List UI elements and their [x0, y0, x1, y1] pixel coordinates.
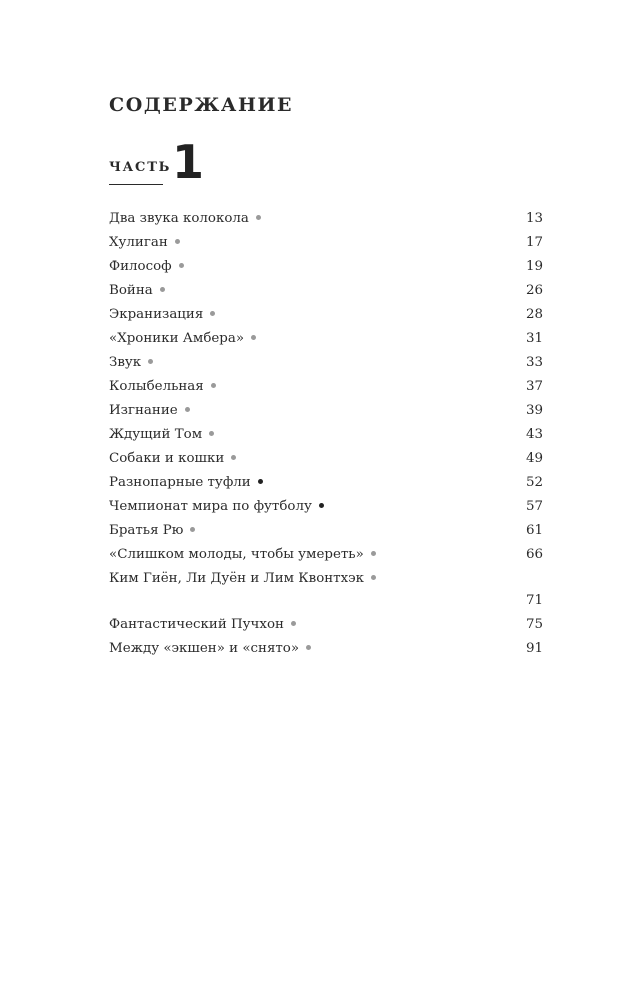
toc-page-number: 49: [525, 451, 543, 466]
toc-entry[interactable]: [109, 303, 543, 327]
bullet-icon: [160, 287, 165, 292]
toc-page-number: 26: [525, 283, 543, 298]
toc-entry-label: [109, 327, 256, 351]
toc-entry-label: [109, 375, 216, 399]
toc-entry[interactable]: [109, 637, 543, 661]
toc-page-number: 33: [525, 355, 543, 370]
toc-entry-title: Война: [109, 283, 153, 298]
toc-entry[interactable]: [109, 471, 543, 495]
bullet-icon: [148, 359, 153, 364]
toc-entry[interactable]: [109, 495, 543, 519]
toc-entry[interactable]: [109, 207, 543, 231]
table-of-contents: [109, 207, 543, 661]
toc-entry[interactable]: [109, 399, 543, 423]
toc-page-number: 52: [525, 475, 543, 490]
toc-entry-label: [109, 447, 236, 471]
bullet-icon: [251, 335, 256, 340]
bullet-icon: [211, 383, 216, 388]
part-number: 1: [172, 135, 205, 189]
toc-page-number: 28: [525, 307, 543, 322]
toc-entry-title: Два звука колокола: [109, 211, 249, 226]
bullet-icon: [256, 215, 261, 220]
toc-page-number: 66: [525, 547, 543, 562]
toc-entry[interactable]: [109, 255, 543, 279]
bullet-icon: [258, 479, 263, 484]
toc-entry-title: Звук: [109, 355, 142, 370]
toc-entry[interactable]: [109, 567, 543, 613]
toc-page-number: 57: [525, 499, 543, 514]
bullet-icon: [210, 311, 215, 316]
bullet-icon: [209, 431, 214, 436]
toc-entry-title: Чемпионат мира по футболу: [109, 499, 312, 514]
toc-entry-title: Философ: [109, 259, 172, 274]
toc-page-number: 75: [525, 617, 543, 632]
toc-page-number: 37: [525, 379, 543, 394]
toc-entry-label: [109, 543, 376, 567]
toc-entry-label: [109, 303, 215, 327]
toc-page-number: 17: [525, 235, 543, 250]
toc-page-number: 91: [525, 641, 543, 656]
toc-entry[interactable]: [109, 351, 543, 375]
toc-entry[interactable]: [109, 279, 543, 303]
toc-entry-label: [109, 231, 180, 255]
toc-entry-title: «Хроники Амбера»: [109, 331, 245, 346]
bullet-icon: [319, 503, 324, 508]
toc-entry[interactable]: [109, 423, 543, 447]
bullet-icon: [185, 407, 190, 412]
bullet-icon: [179, 263, 184, 268]
toc-entry-title: Ждущий Том: [109, 427, 203, 442]
toc-entry-label: [109, 255, 184, 279]
toc-page-number: 13: [525, 211, 543, 226]
toc-entry-title: «Слишком молоды, чтобы умереть»: [109, 547, 364, 562]
part-underline: [109, 184, 163, 185]
toc-entry[interactable]: [109, 447, 543, 471]
toc-page-number: 31: [525, 331, 543, 346]
toc-page-number: 61: [525, 523, 543, 538]
toc-entry-title: Между «экшен» и «снято»: [109, 641, 300, 656]
toc-entry-label: [109, 495, 324, 519]
bullet-icon: [291, 621, 296, 626]
toc-entry-label: [109, 423, 214, 447]
bullet-icon: [371, 551, 376, 556]
toc-page-number: 19: [525, 259, 543, 274]
toc-entry-title: Экранизация: [109, 307, 204, 322]
toc-entry[interactable]: [109, 613, 543, 637]
part-heading: [109, 135, 229, 190]
part-label: ЧАСТЬ: [109, 160, 172, 175]
bullet-icon: [306, 645, 311, 650]
toc-entry-title: Собаки и кошки: [109, 451, 225, 466]
toc-entry-label: [109, 279, 165, 303]
toc-entry-title: Колыбельная: [109, 379, 204, 394]
toc-entry[interactable]: [109, 519, 543, 543]
toc-entry-label: [109, 351, 153, 375]
toc-entry-label: [109, 613, 296, 637]
toc-page-number: 43: [525, 427, 543, 442]
bullet-icon: [190, 527, 195, 532]
toc-entry-label: [109, 571, 376, 586]
toc-entry-title: Хулиган: [109, 235, 168, 250]
toc-entry[interactable]: [109, 543, 543, 567]
toc-entry-title: Фантастический Пучхон: [109, 617, 284, 632]
bullet-icon: [231, 455, 236, 460]
toc-entry-label: [109, 471, 263, 495]
bullet-icon: [371, 575, 376, 580]
toc-page-number: 71: [525, 593, 543, 608]
toc-entry-label: [109, 637, 311, 661]
toc-entry-label: [109, 207, 261, 231]
toc-entry-title: Разнопарные туфли: [109, 475, 251, 490]
toc-entry-title: Братья Рю: [109, 523, 184, 538]
bullet-icon: [175, 239, 180, 244]
toc-entry-title: Изгнание: [109, 403, 178, 418]
toc-entry-label: [109, 399, 190, 423]
toc-entry-label: [109, 519, 195, 543]
toc-entry[interactable]: [109, 231, 543, 255]
toc-entry[interactable]: [109, 375, 543, 399]
toc-entry[interactable]: [109, 327, 543, 351]
page-title: СОДЕРЖАНИЕ: [109, 94, 294, 116]
toc-entry-title: Ким Гиён, Ли Дуён и Лим Квонтхэк: [109, 571, 365, 586]
toc-page-number: 39: [525, 403, 543, 418]
